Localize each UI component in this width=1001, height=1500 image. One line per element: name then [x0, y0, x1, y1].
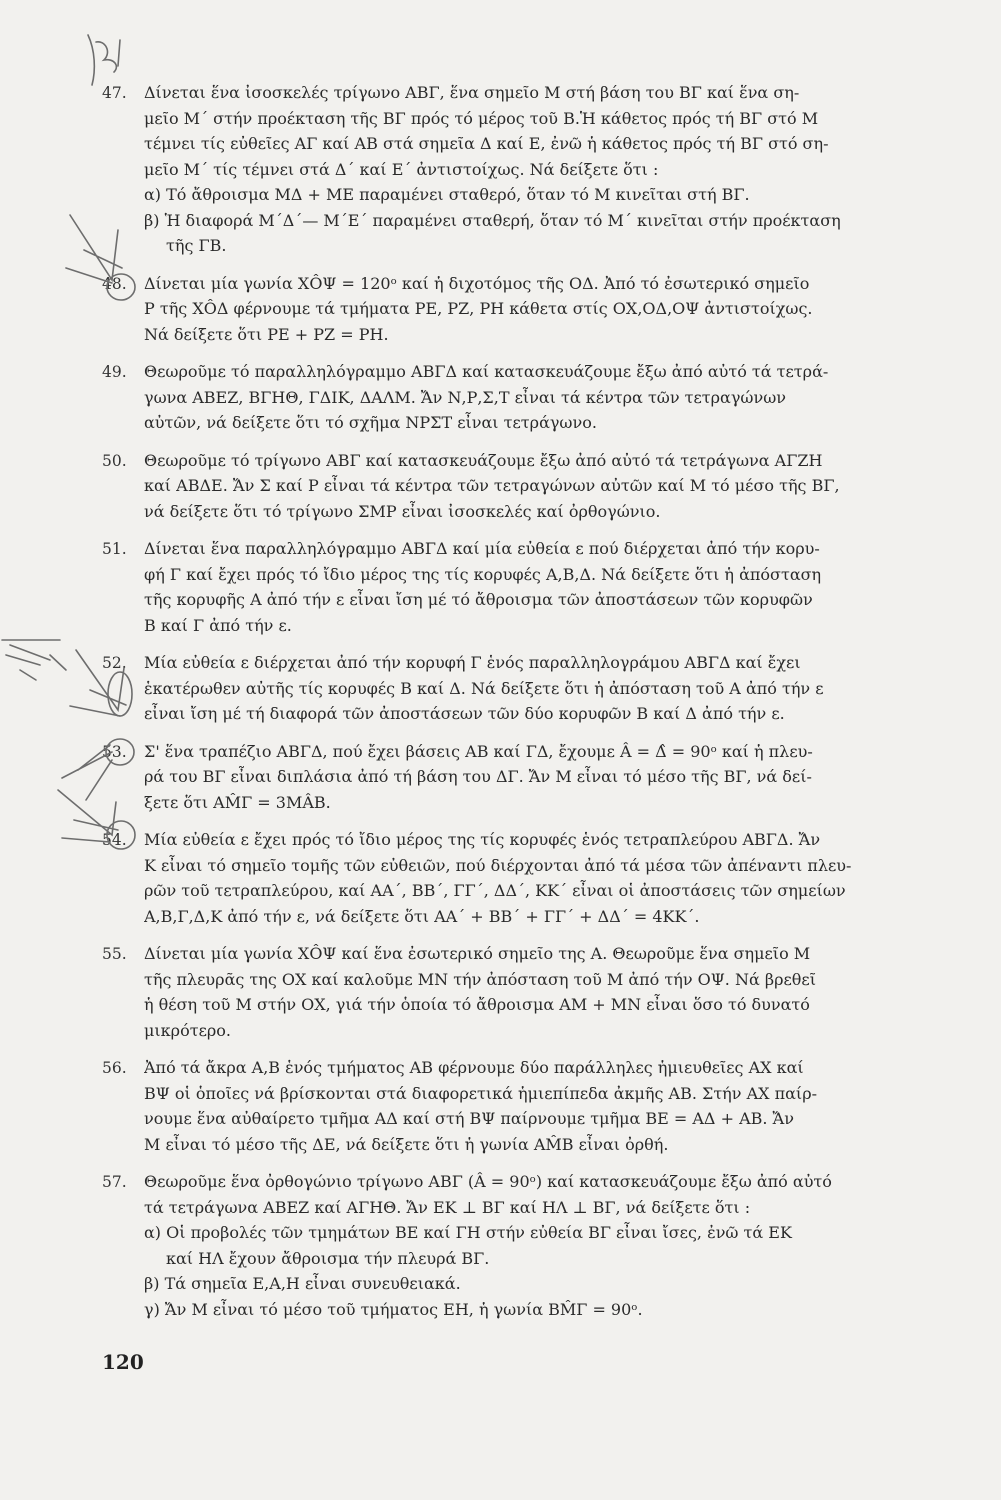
problem-number: 52.	[102, 654, 127, 672]
problem-number: 57.	[102, 1173, 127, 1191]
problem-number: 49.	[102, 363, 127, 381]
problem-line: Θεωροῦμε τό τρίγωνο ΑΒΓ καί κατασκευάζουμε ἔξω ἀπό αὐτό τά τετράγωνα ΑΓΖΗ	[144, 450, 823, 470]
problem-line: καί ΗΛ ἔχουν ἄθροισμα τήν πλευρά ΒΓ.	[166, 1248, 490, 1268]
problem-text	[144, 1055, 922, 1157]
problem-line: ΒΨ οἱ ὁποῖες νά βρίσκονται στά διαφορετικά ἡμιεπίπεδα ἀκμῆς ΑΒ. Στήν ΑΧ παίρ-	[144, 1083, 818, 1103]
problem-text	[144, 739, 922, 816]
problem-item	[102, 739, 922, 816]
problem-line: β) Τά σημεῖα Ε,Α,Η εἶναι συνευθειακά.	[144, 1274, 461, 1293]
problem-item	[102, 536, 922, 638]
problem-line: εἶναι ἴση μέ τή διαφορά τῶν ἀποστάσεων τῶν δύο κορυφῶν Β καί Δ ἀπό τήν ε.	[144, 704, 785, 723]
problem-number: 54.	[102, 831, 127, 849]
problem-number: 53.	[102, 742, 127, 761]
problem-text	[144, 827, 922, 929]
problem-item	[102, 1169, 922, 1322]
margin-sketch	[2, 640, 66, 680]
problem-number: 48.	[102, 274, 127, 293]
problem-number: 56.	[102, 1059, 127, 1077]
problem-text	[144, 941, 922, 1043]
problem-line: Κ εἶναι τό σημεῖο τομῆς τῶν εὐθειῶν, πού διέρχονται ἀπό τά μέσα τῶν ἀπέναντι πλευ-	[144, 855, 852, 875]
problem-text	[144, 80, 922, 259]
problem-line: ἑκατέρωθεν αὐτῆς τίς κορυφές Β καί Δ. Νά δείξετε ὅτι ἡ ἀπόσταση τοῦ Α ἀπό τήν ε	[144, 678, 824, 698]
problem-line: καί ΑΒΔΕ. Ἄν Σ καί Ρ εἶναι τά κέντρα τῶν τετραγώνων αὐτῶν καί Μ τό μέσο τῆς ΒΓ,	[144, 476, 840, 495]
problem-item	[102, 1055, 922, 1157]
problem-line: νά δείξετε ὅτι τό τρίγωνο ΣΜΡ εἶναι ἰσοσκελές καί ὀρθογώνιο.	[144, 501, 661, 521]
problem-line: γωνα ΑΒΕΖ, ΒΓΗΘ, ΓΔΙΚ, ΔΑΛΜ. Ἄν Ν,Ρ,Σ,Τ εἶναι τά κέντρα τῶν τετραγώνων	[144, 387, 786, 407]
problem-line: Μία εὐθεία ε διέρχεται ἀπό τήν κορυφή Γ ἑνός παραλληλογράμου ΑΒΓΔ καί ἔχει	[144, 653, 801, 672]
problem-item	[102, 271, 922, 348]
problem-text	[144, 359, 922, 436]
problem-line: ἡ θέση τοῦ Μ στήν ΟΧ, γιά τήν ὁποία τό ἄθροισμα ΑΜ + ΜΝ εἶναι ὅσο τό δυνατό	[144, 995, 810, 1014]
problem-text	[144, 448, 922, 525]
problem-line: τέμνει τίς εὐθεῖες ΑΓ καί ΑΒ στά σημεῖα Δ καί Ε, ἐνῶ ἡ κάθετος πρός τή ΒΓ στό ση-	[144, 134, 829, 153]
problem-line: τῆς πλευρᾶς της ΟΧ καί καλοῦμε ΜΝ τήν ἀπόσταση τοῦ Μ ἀπό τήν ΟΨ. Νά βρεθεῖ	[144, 969, 816, 989]
problem-line: τῆς κορυφῆς Α ἀπό τήν ε εἶναι ἴση μέ τό ἄθροισμα τῶν ἀποστάσεων τῶν κορυφῶν	[144, 590, 813, 609]
problem-line: Δίνεται ἕνα παραλληλόγραμμο ΑΒΓΔ καί μία εὐθεία ε πού διέρχεται ἀπό τήν κορυ-	[144, 539, 820, 558]
problem-item	[102, 80, 922, 259]
problem-line: ρά του ΒΓ εἶναι διπλάσια ἀπό τή βάση του ΔΓ. Ἄν Μ εἶναι τό μέσο τῆς ΒΓ, νά δεί-	[144, 767, 812, 786]
problem-line: Νά δείξετε ὅτι ΡΕ + ΡΖ = ΡΗ.	[144, 324, 389, 344]
problem-line: Μία εὐθεία ε ἔχει πρός τό ἴδιο μέρος της τίς κορυφές ἑνός τετραπλεύρου ΑΒΓΔ. Ἄν	[144, 830, 821, 849]
page-number: 120	[102, 1350, 144, 1374]
problem-text	[144, 271, 922, 348]
problem-line: α) Τό ἄθροισμα ΜΔ + ΜΕ παραμένει σταθερό, ὅταν τό Μ κινεῖται στή ΒΓ.	[144, 185, 750, 204]
problem-line: τά τετράγωνα ΑΒΕΖ καί ΑΓΗΘ. Ἄν ΕΚ ⊥ ΒΓ καί ΗΛ ⊥ ΒΓ, νά δείξετε ὅτι :	[144, 1197, 751, 1217]
problem-line: μεῖο Μ΄ στήν προέκταση τῆς ΒΓ πρός τό μέρος τοῦ Β.Ἡ κάθετος πρός τή ΒΓ στό Μ	[144, 108, 819, 128]
problem-line: μικρότερο.	[144, 1020, 231, 1040]
problem-line: Θεωροῦμε ἕνα ὀρθογώνιο τρίγωνο ΑΒΓ (Â = 90ᵒ) καί κατασκευάζουμε ἔξω ἀπό αὐτό	[144, 1172, 832, 1191]
problem-number: 50.	[102, 451, 127, 470]
problem-line: β) Ἡ διαφορά Μ΄Δ΄— Μ΄Ε΄ παραμένει σταθερή, ὅταν τό Μ΄ κινεῖται στήν προέκταση	[144, 210, 841, 230]
problem-line: Δίνεται ἕνα ἰσοσκελές τρίγωνο ΑΒΓ, ἕνα σημεῖο Μ στή βάση του ΒΓ καί ἕνα ση-	[144, 83, 800, 102]
problem-line: α) Οἱ προβολές τῶν τμημάτων ΒΕ καί ΓΗ στήν εὐθεία ΒΓ εἶναι ἴσες, ἐνῶ τά ΕΚ	[144, 1223, 792, 1242]
problem-item	[102, 827, 922, 929]
problem-number: 55.	[102, 945, 127, 963]
problem-line: Σ' ἕνα τραπέζιο ΑΒΓΔ, πού ἔχει βάσεις ΑΒ καί ΓΔ, ἔχουμε Â = Δ̂ = 90ᵒ καί ἡ πλευ-	[144, 741, 813, 761]
problem-line: ρῶν τοῦ τετραπλεύρου, καί ΑΑ΄, ΒΒ΄, ΓΓ΄, ΔΔ΄, ΚΚ΄ εἶναι οἱ ἀποστάσεις τῶν σημείων	[144, 881, 846, 900]
problem-line: Α,Β,Γ,Δ,Κ ἀπό τήν ε, νά δείξετε ὅτι ΑΑ΄ + ΒΒ΄ + ΓΓ΄ + ΔΔ΄ = 4ΚΚ΄.	[144, 906, 700, 926]
problem-number: 51.	[102, 540, 127, 558]
problem-line: νουμε ἕνα αὐθαίρετο τμῆμα ΑΔ καί στή ΒΨ παίρνουμε τμῆμα ΒΕ = ΑΔ + ΑΒ. Ἄν	[144, 1109, 795, 1128]
problem-line: αὐτῶν, νά δείξετε ὅτι τό σχῆμα ΝΡΣΤ εἶναι τετράγωνο.	[144, 413, 597, 432]
problem-line: φή Γ καί ἔχει πρός τό ἴδιο μέρος της τίς κορυφές Α,Β,Δ. Νά δείξετε ὅτι ἡ ἀπόσταση	[144, 564, 822, 584]
problem-text	[144, 1169, 922, 1322]
problem-list	[102, 80, 922, 1334]
problem-line: Δίνεται μία γωνία ΧÔΨ καί ἕνα ἐσωτερικό σημεῖο της Α. Θεωροῦμε ἕνα σημεῖο Μ	[144, 944, 811, 963]
problem-item	[102, 448, 922, 525]
problem-line: Ἀπό τά ἄκρα Α,Β ἑνός τμήματος ΑΒ φέρνουμε δύο παράλληλες ἡμιευθεῖες ΑΧ καί	[144, 1058, 804, 1077]
problem-item	[102, 359, 922, 436]
problem-text	[144, 536, 922, 638]
problem-line: μεῖο Μ΄ τίς τέμνει στά Δ΄ καί Ε΄ ἀντιστοίχως. Νά δείξετε ὅτι :	[144, 159, 659, 179]
problem-line: ξετε ὅτι ΑM̂Γ = 3ΜÂΒ.	[144, 792, 331, 812]
problem-line: Μ εἶναι τό μέσο τῆς ΔΕ, νά δείξετε ὅτι ἡ γωνία ΑM̂Β εἶναι ὀρθή.	[144, 1134, 669, 1154]
problem-line: τῆς ΓΒ.	[166, 236, 227, 255]
problem-item	[102, 941, 922, 1043]
problem-line: Β καί Γ ἀπό τήν ε.	[144, 615, 292, 635]
problem-number: 47.	[102, 84, 127, 102]
problem-line: Ρ τῆς ΧÔΔ φέρνουμε τά τμήματα ΡΕ, ΡΖ, ΡΗ κάθετα στίς ΟΧ,ΟΔ,ΟΨ ἀντιστοίχως.	[144, 299, 813, 318]
problem-text	[144, 650, 922, 727]
problem-line: Δίνεται μία γωνία ΧÔΨ = 120ᵒ καί ἡ διχοτόμος τῆς ΟΔ. Ἀπό τό ἐσωτερικό σημεῖο	[144, 273, 810, 293]
problem-item	[102, 650, 922, 727]
problem-line: Θεωροῦμε τό παραλληλόγραμμο ΑΒΓΔ καί κατασκευάζουμε ἔξω ἀπό αὐτό τά τετρά-	[144, 362, 829, 381]
corner-scribble	[88, 35, 120, 85]
problem-line: γ) Ἄν Μ εἶναι τό μέσο τοῦ τμήματος ΕΗ, ἡ γωνία ΒM̂Γ = 90ᵒ.	[144, 1299, 643, 1319]
